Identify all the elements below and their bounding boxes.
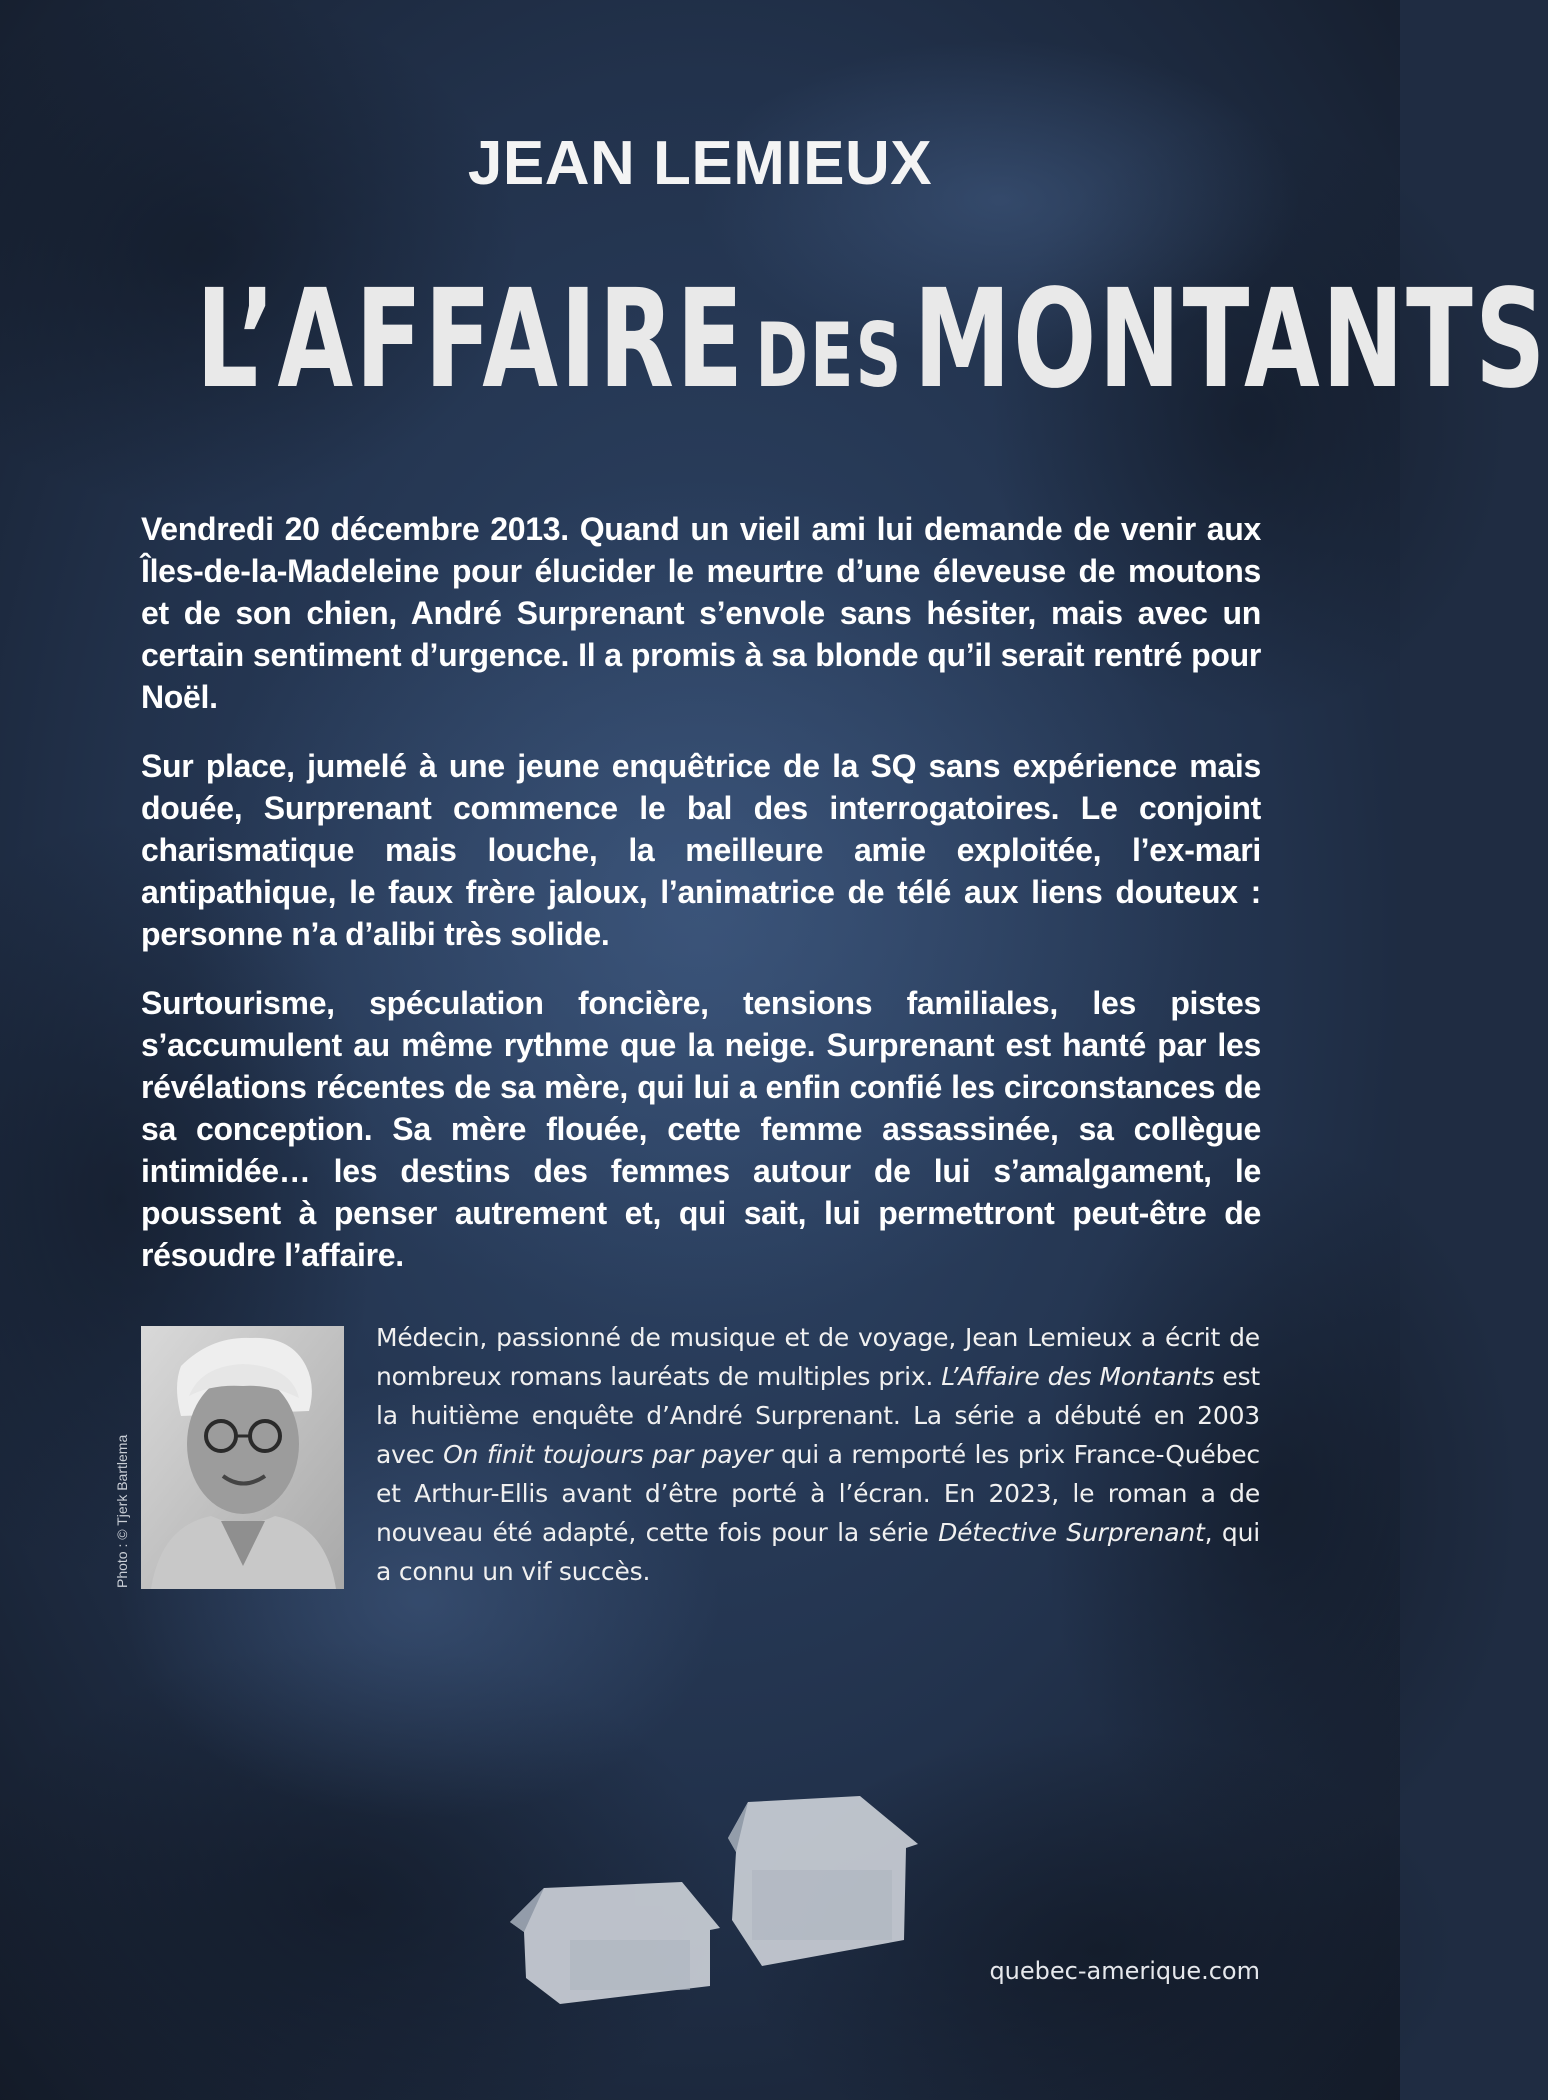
bio-text: est la huitième enquête d’André Surprenant. La série a débuté en 2003 avec [376, 1362, 1260, 1469]
synopsis-paragraph: Vendredi 20 décembre 2013. Quand un vieil ami lui demande de venir aux Îles-de-la-Madeleine pour élucider le meurtre d’une éleveuse de moutons et de son chien, André Surprenant s’envole sans hésiter, mais avec un certain sentiment d’urgence. Il a promis à sa blonde qu’il serait rentré pour Noël. [141, 511, 1261, 715]
bio-text: qui a remporté les prix France-Québec et Arthur-Ellis avant d’être porté à l’écran. En 2023, le roman a de nouveau été adapté, cette fois pour la série [376, 1440, 1260, 1547]
synopsis-paragraph: Sur place, jumelé à une jeune enquêtrice de la SQ sans expérience mais douée, Surprenant commence le bal des interrogatoires. Le conjoint charismatique mais louche, la meilleure amie exploitée, l’ex-mari antipathique, le faux frère jaloux, l’animatrice de télé aux liens douteux : personne n’a d’alibi très solide. [141, 748, 1261, 952]
house-large-icon [728, 1796, 918, 1966]
title-part-montants: MONTANTS [913, 261, 1548, 419]
bio-italic-title: Détective Surprenant [938, 1518, 1205, 1547]
title-part-affaire: L’AFFAIRE [195, 261, 746, 419]
bio-italic-title: On finit toujours par payer [443, 1440, 773, 1469]
bio-text: , qui a connu un vif succès. [376, 1518, 1260, 1586]
author-name: JEAN LEMIEUX [467, 129, 933, 198]
bio-text: Médecin, passionné de musique et de voyage, Jean Lemieux a écrit de nombreux romans lauréats de multiples prix. [376, 1323, 1260, 1391]
publisher-website: quebec-amerique.com [989, 1957, 1260, 1985]
author-photo [141, 1326, 344, 1589]
bio-italic-title: L’Affaire des Montants [941, 1362, 1215, 1391]
synopsis-paragraph: Surtourisme, spéculation foncière, tensions familiales, les pistes s’accumulent au même rythme que la neige. Surprenant est hanté par les révélations récentes de sa mère, qui lui a enfin confié les circonstances de sa conception. Sa mère flouée, cette femme assassinée, sa collègue intimidée… les destins des femmes autour de lui s’amalgament, le poussent à penser autrement et, qui sait, lui permettront peut-être de résoudre l’affaire. [141, 985, 1261, 1273]
author-bio [376, 1318, 1260, 1591]
synopsis [141, 508, 1261, 1303]
houses-illustration [500, 1790, 940, 2010]
photo-credit: Photo : © Tjerk Bartlema [114, 1434, 130, 1588]
book-title [195, 261, 1548, 419]
house-small-icon [510, 1882, 720, 2004]
title-part-des: DES [755, 304, 904, 407]
